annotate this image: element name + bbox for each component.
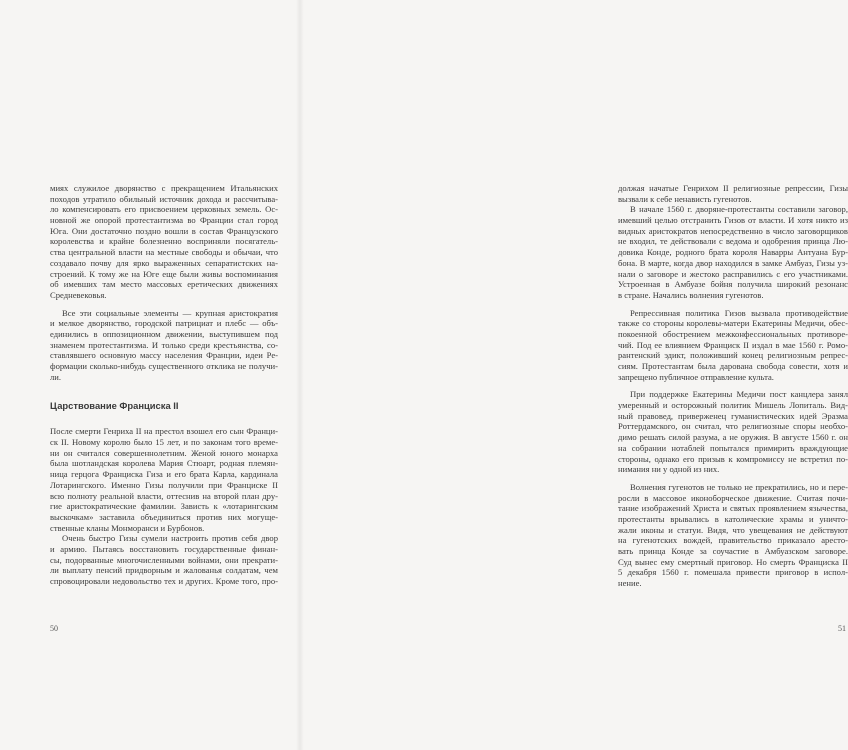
text-line: и мелкое дворянство, городской патрициат и плебс — объ- — [50, 318, 278, 329]
text-line: димо решать силой разума, а не оружия. В августе 1560 г. он — [618, 432, 848, 443]
text-line: Роттердамского, он считал, что религиозные споры необхо- — [618, 421, 848, 432]
text-line: жали иконы и статуи. Видя, что увещевания не действуют — [618, 524, 848, 535]
text-line: вать принца Конде за соучастие в Амбуазском заговоре. — [618, 546, 848, 556]
paragraph — [50, 183, 278, 301]
right-page-text — [618, 183, 848, 589]
text-line: была шотландская королева Мария Стюарт, родная племян- — [50, 458, 278, 469]
text-line: формации сколько-нибудь существенного отклика не получи- — [50, 361, 278, 371]
text-line: Устроенная в Амбуазе бойня получила широкий резонанс — [618, 279, 848, 290]
text-line: на собрании нотаблей попытался примирить враждующие — [618, 442, 848, 453]
text-line: ск II. Новому королю было 15 лет, и по законам того време- — [50, 437, 278, 448]
text-line: ставлявшего основную массу населения Франции, идеи Ре- — [50, 350, 278, 361]
right-page — [300, 0, 848, 750]
text-line: При поддержке Екатерины Медичи пост канцлера занял — [630, 389, 848, 400]
text-line: росли в массовое иконоборческое движение. Считая почи- — [618, 492, 848, 503]
text-line: Лотарингского. Именно Гизы получили при Франциске II — [50, 479, 278, 490]
text-line: Волнения гугенотов не только не прекратились, но и пере- — [630, 481, 848, 492]
text-line: об имевших там место массовых еретических движениях — [50, 279, 278, 290]
text-line: новной же опорой протестантизма во Франции стал город — [50, 215, 278, 226]
left-page-text — [50, 183, 278, 587]
text-line: ница герцога Франциска Гиза и его брата Карла, кардинала — [50, 469, 278, 480]
text-line: миях служилое дворянство с прекращением Итальянских — [50, 183, 278, 193]
text-line: на гугенотских вождей, правительство приказало аресто- — [618, 535, 848, 546]
text-line: нение. — [618, 578, 642, 589]
text-line: знаменем протестантизма. И только среди крестьянства, со- — [50, 339, 278, 350]
text-line: бона. В марте, когда двор находился в замке Амбуаз, Гизы уз- — [618, 257, 848, 268]
text-line: сы, подорванные многочисленными войнами, они прекрати- — [50, 554, 278, 565]
page-number: 50 — [50, 624, 58, 633]
text-line: выскочкам» заставила объединиться против них могуще- — [50, 511, 278, 522]
text-line: довика Конде, родного брата короля Наварры Антуана Бур- — [618, 247, 848, 258]
paragraph — [618, 183, 848, 204]
text-line: всю полноту реальной власти, оттеснив на второй план дру- — [50, 490, 278, 501]
section-heading: Царствование Франциска II — [50, 400, 179, 412]
text-line: ства центральной власти на местные свободы и обычаи, что — [50, 247, 278, 258]
text-line: нали о заговоре и жестоко расправились с его участниками. — [618, 268, 848, 279]
text-line: тание изображений Христа и святых проявлением язычества, — [618, 503, 848, 514]
text-line: В начале 1560 г. дворяне-протестанты составили заговор, — [630, 204, 848, 215]
text-line: видных аристократов непосредственно в число заговорщиков — [618, 225, 848, 236]
page-number: 51 — [838, 624, 846, 633]
text-line: имевший целью отстранить Гизов от власти. И хотя никто из — [618, 215, 848, 226]
text-line: в стране. Начались волнения гугенотов. — [618, 289, 764, 300]
text-line: Средневековья. — [50, 289, 107, 300]
text-line: единились в оппозиционном движении, выступившем под — [50, 328, 278, 339]
text-line: покоенной обострением межконфессиональных противоре- — [618, 328, 848, 339]
text-line: создавало почву для ярко выраженных сепаратистских на- — [50, 257, 278, 268]
text-line: ный правовед, приверженец гуманистических идей Эразма — [618, 410, 848, 421]
text-line: После смерти Генриха II на престол взошел его сын Франци- — [50, 426, 278, 437]
text-line: нимания ни у одной из них. — [618, 464, 720, 475]
paragraph — [50, 533, 278, 586]
paragraph — [618, 482, 848, 589]
text-line: и армию. Пытаясь восстановить государственные финан- — [50, 543, 278, 554]
text-line: королевства и крайне болезненно восприняли посягатель- — [50, 236, 278, 247]
text-line: строений. К тому же на Юге еще были живы воспоминания — [50, 268, 278, 279]
text-line: ли. — [50, 371, 62, 382]
text-line: Очень быстро Гизы сумели настроить против себя двор — [62, 533, 278, 544]
text-line: гие аристократические фамилии. Зависть к «лотарингским — [50, 501, 278, 512]
text-line: Все эти социальные элементы — крупная аристократия — [62, 307, 278, 318]
paragraph — [50, 426, 278, 533]
text-line: ни он считался совершеннолетним. Женой юного монарха — [50, 447, 278, 458]
text-line: также со стороны королевы-матери Екатерины Медичи, обес- — [618, 318, 848, 329]
text-line: стороны, однако его призыв к компромиссу не встретил по- — [618, 453, 848, 464]
text-line: рантенский эдикт, положивший конец религиозным репрес- — [618, 350, 848, 361]
left-page — [0, 0, 300, 750]
text-line: походов утратило обильный источник дохода и рассчитыва- — [50, 193, 278, 204]
text-line: ственные кланы Монморанси и Бурбонов. — [50, 522, 205, 533]
text-line: Суд вынес ему смертный приговор. Но смерть Франциска II — [618, 556, 848, 567]
text-line: чий. Под ее влиянием Франциск II издал в мае 1560 г. Ромо- — [618, 339, 848, 350]
text-line: ли выплату пенсий придворным и жалованья солдатам, чем — [50, 565, 278, 576]
paragraph — [618, 389, 848, 475]
text-line: протестанты врывались в католические храмы и уничто- — [618, 513, 848, 524]
text-line: 5 декабря 1560 г. помешала привести приговор в испол- — [618, 567, 848, 578]
text-line: Репрессивная политика Гизов вызвала противодействие — [630, 307, 848, 318]
text-line: не входил, те действовали с ведома и одобрения принца Лю- — [618, 236, 848, 247]
text-line: ло компенсировать его присвоением церковных земель. Ос- — [50, 204, 278, 215]
text-line: должая начатые Генрихом II религиозные репрессии, Гизы — [618, 183, 848, 193]
text-line: вызвали к себе ненависть гугенотов. — [618, 193, 752, 204]
text-line: сиям. Протестантам была дарована свобода совести, хотя и — [618, 361, 848, 371]
paragraph — [618, 308, 848, 383]
text-line: запрещено публичное отправление культа. — [618, 371, 774, 382]
text-line: умеренный и осторожный политик Мишель Лопиталь. Вид- — [618, 400, 848, 411]
text-line: Юга. Они достаточно поздно вошли в состав Французского — [50, 225, 278, 236]
paragraph — [618, 204, 848, 300]
paragraph — [50, 308, 278, 383]
text-line: спровоцировали недовольство тех и других. Кроме того, про- — [50, 576, 278, 586]
